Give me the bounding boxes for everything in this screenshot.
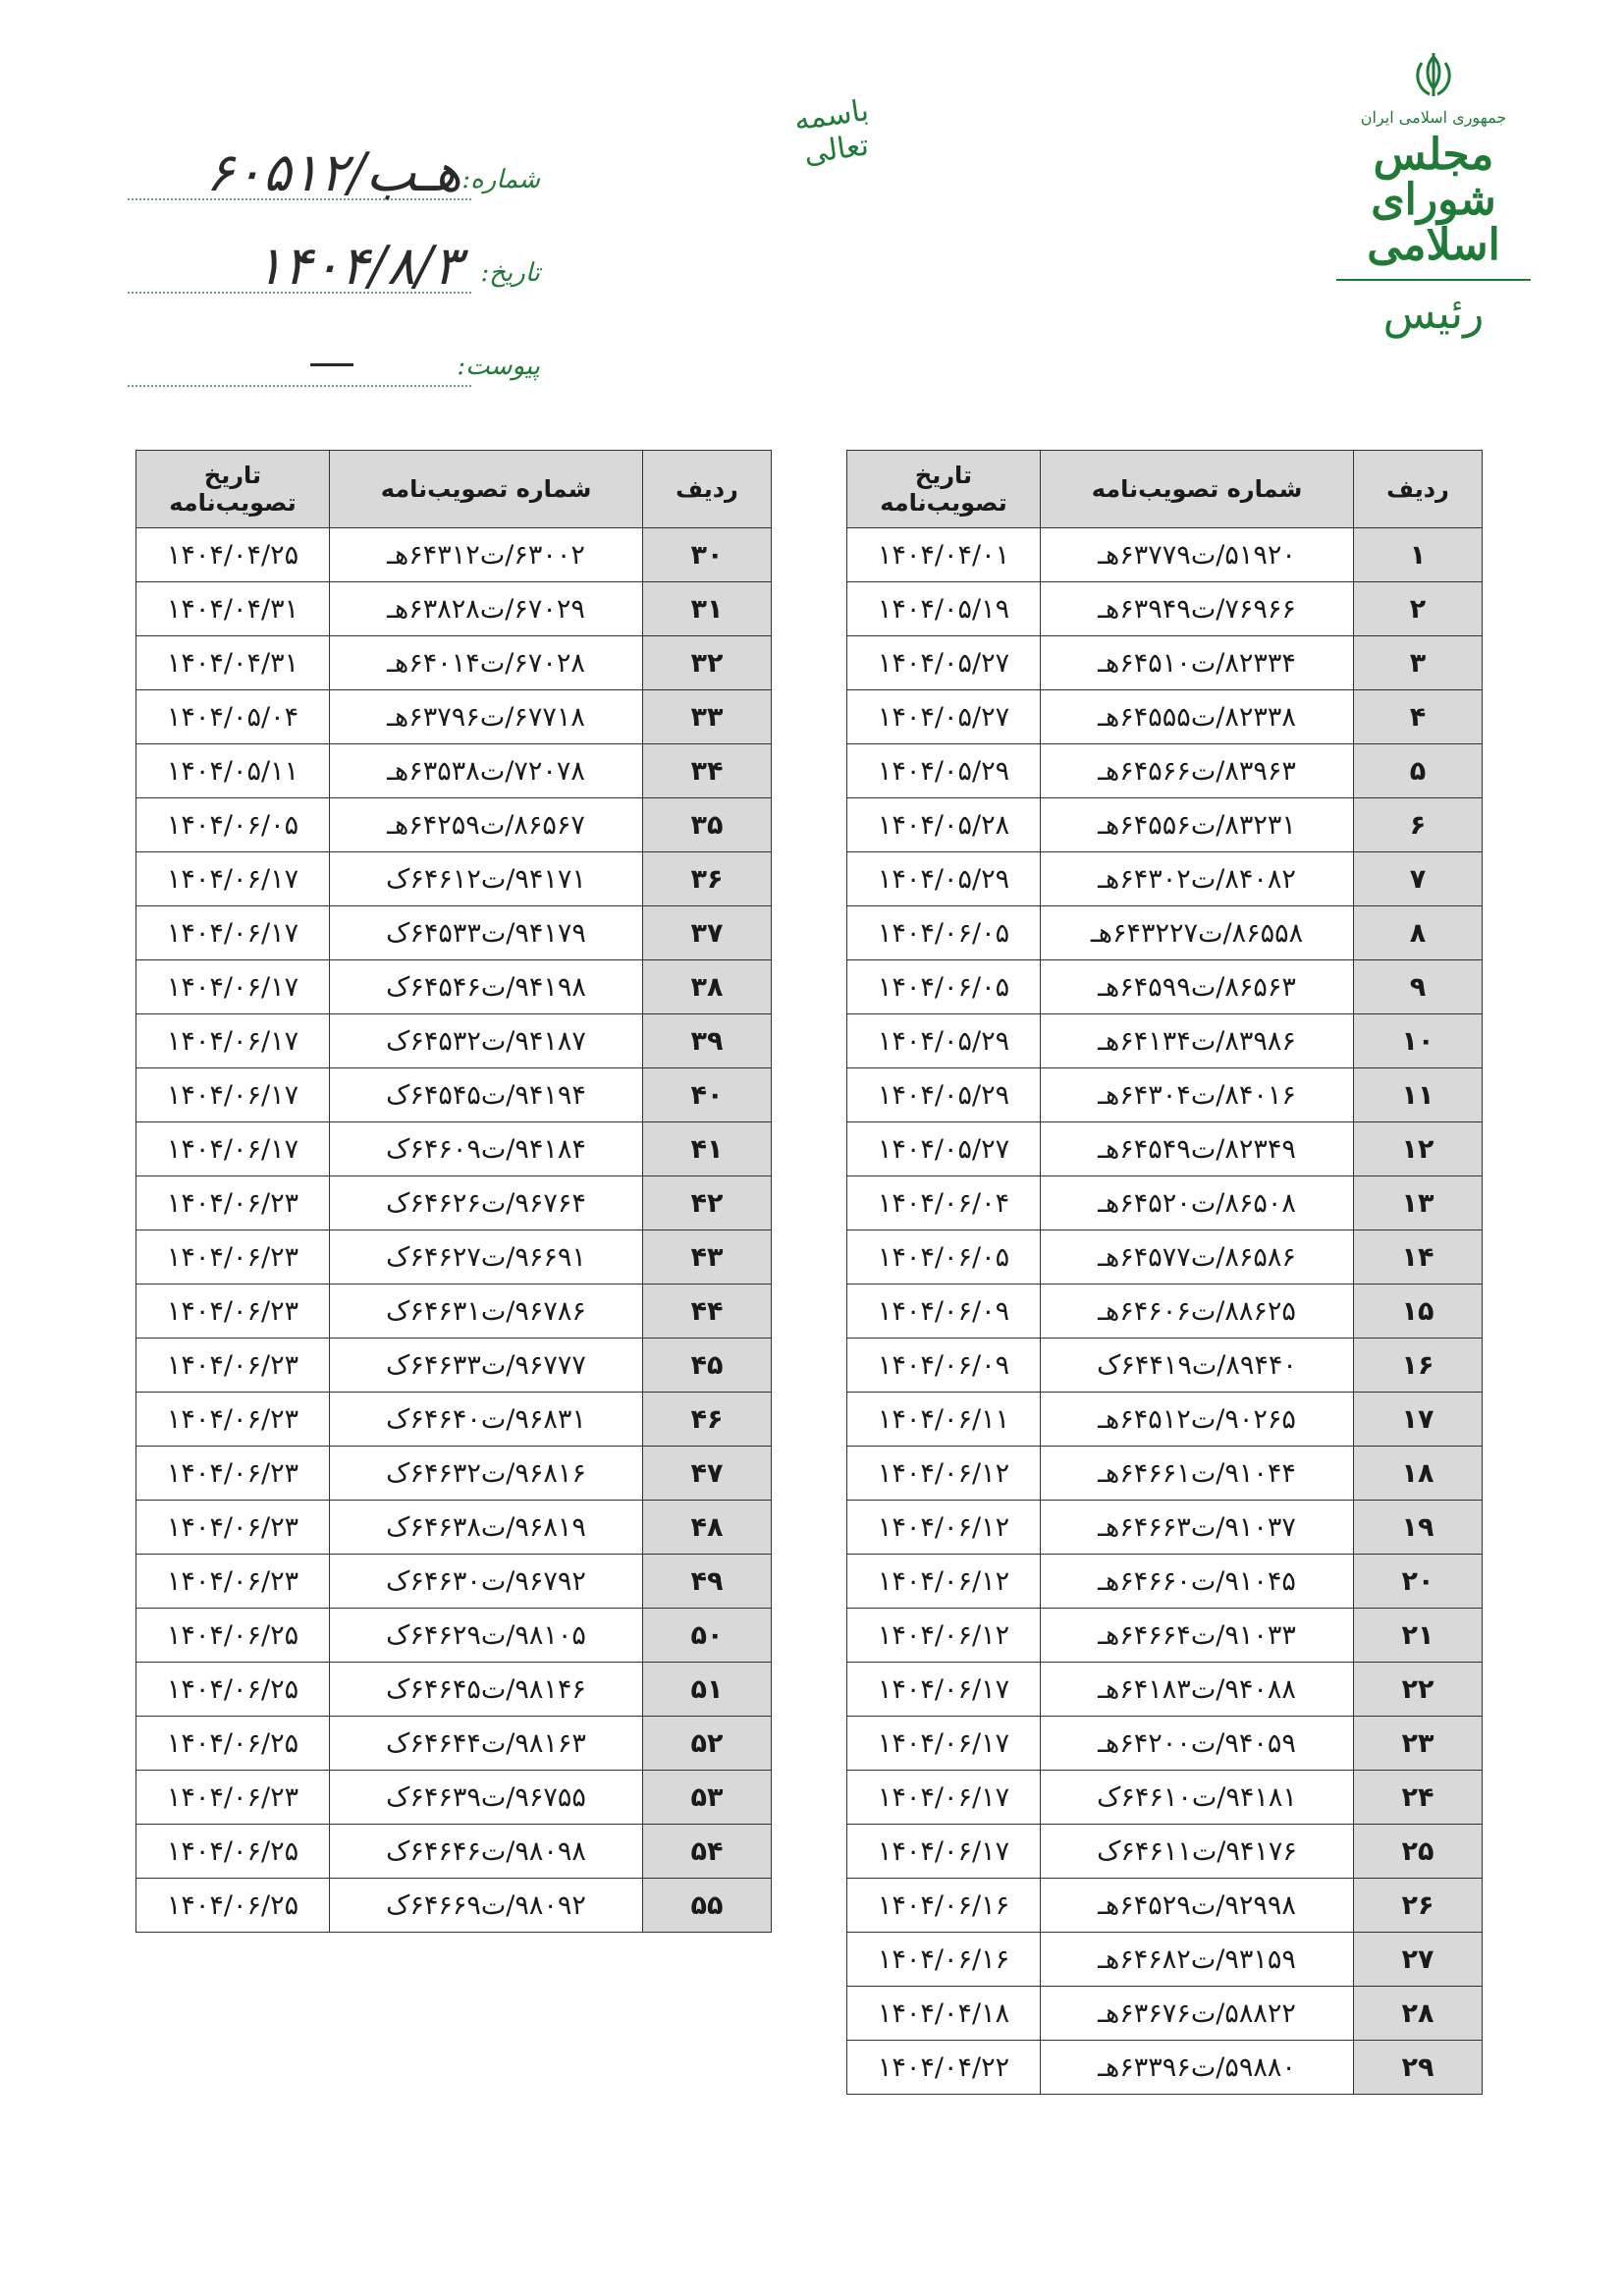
approval-date-cell: ۱۴۰۴/۰۶/۱۶ <box>847 1879 1041 1933</box>
approval-date-cell: ۱۴۰۴/۰۵/۲۷ <box>847 690 1041 744</box>
approval-date-cell: ۱۴۰۴/۰۶/۱۷ <box>847 1717 1041 1771</box>
letterhead-title: رئیس <box>1382 288 1485 339</box>
approval-date-cell: ۱۴۰۴/۰۵/۰۴ <box>136 690 330 744</box>
number-field <box>59 141 540 241</box>
row-number-cell: ۱۳ <box>1354 1176 1483 1230</box>
approval-number-cell: ۹۶۸۱۶/ت۶۴۶۳۲ک <box>330 1447 643 1501</box>
table-row <box>136 690 772 744</box>
approvals-table-right <box>846 450 1483 2095</box>
approval-number-cell: ۶۷۰۲۹/ت۶۳۸۲۸هـ <box>330 582 643 636</box>
approval-number-cell: ۹۶۸۳۱/ت۶۴۶۴۰ک <box>330 1393 643 1447</box>
approval-date-cell: ۱۴۰۴/۰۶/۲۳ <box>136 1339 330 1393</box>
row-number-cell: ۱۰ <box>1354 1014 1483 1068</box>
approval-number-cell: ۸۳۲۳۱/ت۶۴۵۵۶هـ <box>1041 798 1354 852</box>
approval-date-cell: ۱۴۰۴/۰۶/۲۳ <box>136 1447 330 1501</box>
approval-number-cell: ۵۸۸۲۲/ت۶۳۶۷۶هـ <box>1041 1987 1354 2041</box>
row-number-cell: ۴۱ <box>643 1122 772 1176</box>
row-number-cell: ۳۷ <box>643 906 772 960</box>
row-number-cell: ۲۹ <box>1354 2041 1483 2095</box>
table-row <box>136 1717 772 1771</box>
row-number-cell: ۵۵ <box>643 1879 772 1933</box>
attachment-dash <box>310 363 353 366</box>
approval-date-cell: ۱۴۰۴/۰۶/۲۵ <box>136 1663 330 1717</box>
approval-number-cell: ۹۲۹۹۸/ت۶۴۵۲۹هـ <box>1041 1879 1354 1933</box>
approval-number-cell: ۹۴۰۸۸/ت۶۴۱۸۳هـ <box>1041 1663 1354 1717</box>
table-row <box>847 744 1483 798</box>
table-row <box>847 582 1483 636</box>
table-row <box>136 1879 772 1933</box>
approval-date-cell: ۱۴۰۴/۰۵/۲۹ <box>847 744 1041 798</box>
approval-date-cell: ۱۴۰۴/۰۵/۲۷ <box>847 1122 1041 1176</box>
approval-date-cell: ۱۴۰۴/۰۴/۳۱ <box>136 636 330 690</box>
approval-date-cell: ۱۴۰۴/۰۴/۰۱ <box>847 528 1041 582</box>
approval-number-cell: ۸۶۵۵۸/ت۶۴۳۲۲۷هـ <box>1041 906 1354 960</box>
approval-date-cell: ۱۴۰۴/۰۶/۱۲ <box>847 1501 1041 1555</box>
table-header-row <box>136 451 772 528</box>
row-number-cell: ۱۵ <box>1354 1285 1483 1339</box>
approval-number-cell: ۸۳۹۶۳/ت۶۴۵۶۶هـ <box>1041 744 1354 798</box>
approval-date-cell: ۱۴۰۴/۰۵/۲۷ <box>847 636 1041 690</box>
table-row <box>136 528 772 582</box>
table-row <box>847 1501 1483 1555</box>
approval-number-cell: ۹۱۰۳۷/ت۶۴۶۶۳هـ <box>1041 1501 1354 1555</box>
approval-number-cell: ۹۳۱۵۹/ت۶۴۶۸۲هـ <box>1041 1933 1354 1987</box>
row-number-cell: ۴۹ <box>643 1555 772 1609</box>
table-row <box>847 1014 1483 1068</box>
row-number-cell: ۳۰ <box>643 528 772 582</box>
approval-number-cell: ۹۱۰۳۳/ت۶۴۶۶۴هـ <box>1041 1609 1354 1663</box>
approval-date-cell: ۱۴۰۴/۰۶/۱۷ <box>136 1014 330 1068</box>
row-number-cell: ۴۴ <box>643 1285 772 1339</box>
header-approval-number: شماره تصویب‌نامه <box>330 451 643 528</box>
approval-number-cell: ۹۶۶۹۱/ت۶۴۶۲۷ک <box>330 1230 643 1285</box>
table-row <box>136 1555 772 1609</box>
row-number-cell: ۵۴ <box>643 1825 772 1879</box>
row-number-cell: ۳۲ <box>643 636 772 690</box>
row-number-cell: ۳۶ <box>643 852 772 906</box>
approval-number-cell: ۷۲۰۷۸/ت۶۳۵۳۸هـ <box>330 744 643 798</box>
row-number-cell: ۴۳ <box>643 1230 772 1285</box>
letterhead-divider <box>1336 279 1531 281</box>
header-approval-date: تاریخ تصویب‌نامه <box>136 451 330 528</box>
table-row <box>847 1176 1483 1230</box>
approval-date-cell: ۱۴۰۴/۰۶/۲۳ <box>136 1285 330 1339</box>
table-row <box>847 960 1483 1014</box>
approval-number-cell: ۹۸۱۴۶/ت۶۴۶۴۵ک <box>330 1663 643 1717</box>
row-number-cell: ۳۹ <box>643 1014 772 1068</box>
approval-number-cell: ۵۱۹۲۰/ت۶۳۷۷۹هـ <box>1041 528 1354 582</box>
approval-date-cell: ۱۴۰۴/۰۶/۱۷ <box>136 906 330 960</box>
approval-number-cell: ۹۴۱۷۶/ت۶۴۶۱۱ک <box>1041 1825 1354 1879</box>
approval-number-cell: ۷۶۹۶۶/ت۶۳۹۴۹هـ <box>1041 582 1354 636</box>
approval-date-cell: ۱۴۰۴/۰۶/۲۳ <box>136 1555 330 1609</box>
date-field <box>59 235 540 334</box>
approval-number-cell: ۹۸۰۹۲/ت۶۴۶۶۹ک <box>330 1879 643 1933</box>
approval-date-cell: ۱۴۰۴/۰۶/۱۲ <box>847 1609 1041 1663</box>
table-row <box>136 636 772 690</box>
approval-number-cell: ۵۹۸۸۰/ت۶۳۳۹۶هـ <box>1041 2041 1354 2095</box>
approval-date-cell: ۱۴۰۴/۰۴/۲۵ <box>136 528 330 582</box>
approval-date-cell: ۱۴۰۴/۰۶/۲۳ <box>136 1501 330 1555</box>
row-number-cell: ۲۴ <box>1354 1771 1483 1825</box>
approval-date-cell: ۱۴۰۴/۰۵/۱۹ <box>847 582 1041 636</box>
organization-name: مجلس شورای اسلامی <box>1367 130 1500 271</box>
approval-date-cell: ۱۴۰۴/۰۶/۲۵ <box>136 1879 330 1933</box>
table-row <box>136 1230 772 1285</box>
row-number-cell: ۴۵ <box>643 1339 772 1393</box>
table-row <box>136 1825 772 1879</box>
table-row <box>847 1230 1483 1285</box>
table-row <box>136 852 772 906</box>
approval-number-cell: ۸۳۹۸۶/ت۶۴۱۳۴هـ <box>1041 1014 1354 1068</box>
row-number-cell: ۳۵ <box>643 798 772 852</box>
approval-date-cell: ۱۴۰۴/۰۶/۲۳ <box>136 1230 330 1285</box>
approval-number-cell: ۹۴۱۷۱/ت۶۴۶۱۲ک <box>330 852 643 906</box>
approval-number-cell: ۹۸۰۹۸/ت۶۴۶۴۶ک <box>330 1825 643 1879</box>
approval-date-cell: ۱۴۰۴/۰۶/۱۷ <box>136 1122 330 1176</box>
table-row <box>847 1879 1483 1933</box>
approval-number-cell: ۸۴۰۱۶/ت۶۴۳۰۴هـ <box>1041 1068 1354 1122</box>
approval-date-cell: ۱۴۰۴/۰۵/۱۱ <box>136 744 330 798</box>
row-number-cell: ۲۱ <box>1354 1609 1483 1663</box>
approval-number-cell: ۹۱۰۴۴/ت۶۴۶۶۱هـ <box>1041 1447 1354 1501</box>
row-number-cell: ۶ <box>1354 798 1483 852</box>
table-row <box>847 1339 1483 1393</box>
approval-number-cell: ۶۷۷۱۸/ت۶۳۷۹۶هـ <box>330 690 643 744</box>
row-number-cell: ۳۱ <box>643 582 772 636</box>
table-row <box>847 1717 1483 1771</box>
approval-date-cell: ۱۴۰۴/۰۶/۰۵ <box>847 906 1041 960</box>
row-number-cell: ۴ <box>1354 690 1483 744</box>
approval-date-cell: ۱۴۰۴/۰۶/۱۷ <box>847 1663 1041 1717</box>
approval-number-cell: ۸۶۵۰۸/ت۶۴۵۲۰هـ <box>1041 1176 1354 1230</box>
approval-number-cell: ۹۶۸۱۹/ت۶۴۶۳۸ک <box>330 1501 643 1555</box>
table-row <box>136 1393 772 1447</box>
invocation: باسمه تعالی <box>791 93 871 172</box>
letter-meta <box>59 141 540 427</box>
table-row <box>136 1771 772 1825</box>
table-row <box>847 798 1483 852</box>
table-body-left <box>136 528 772 1933</box>
row-number-cell: ۲۷ <box>1354 1933 1483 1987</box>
approval-date-cell: ۱۴۰۴/۰۶/۱۶ <box>847 1933 1041 1987</box>
table-row <box>136 1014 772 1068</box>
row-number-cell: ۵۱ <box>643 1663 772 1717</box>
approval-date-cell: ۱۴۰۴/۰۶/۲۳ <box>136 1771 330 1825</box>
table-row <box>847 1609 1483 1663</box>
table-row <box>847 1663 1483 1717</box>
approval-date-cell: ۱۴۰۴/۰۵/۲۹ <box>847 852 1041 906</box>
table-row <box>847 690 1483 744</box>
approval-date-cell: ۱۴۰۴/۰۶/۲۳ <box>136 1393 330 1447</box>
row-number-cell: ۴۸ <box>643 1501 772 1555</box>
approval-date-cell: ۱۴۰۴/۰۶/۰۵ <box>847 960 1041 1014</box>
approval-number-cell: ۹۶۷۹۲/ت۶۴۶۳۰ک <box>330 1555 643 1609</box>
approval-date-cell: ۱۴۰۴/۰۶/۱۲ <box>847 1447 1041 1501</box>
approval-date-cell: ۱۴۰۴/۰۶/۲۵ <box>136 1825 330 1879</box>
approval-date-cell: ۱۴۰۴/۰۶/۰۵ <box>847 1230 1041 1285</box>
table-row <box>847 1447 1483 1501</box>
table-row <box>847 528 1483 582</box>
attachment-field <box>59 334 540 427</box>
row-number-cell: ۲۳ <box>1354 1717 1483 1771</box>
approval-date-cell: ۱۴۰۴/۰۶/۰۵ <box>136 798 330 852</box>
row-number-cell: ۴۰ <box>643 1068 772 1122</box>
approvals-table-left <box>135 450 772 1933</box>
approval-number-cell: ۸۲۳۴۹/ت۶۴۵۴۹هـ <box>1041 1122 1354 1176</box>
iran-emblem-icon <box>1406 49 1461 104</box>
approval-number-cell: ۶۳۰۰۲/ت۶۴۳۱۲هـ <box>330 528 643 582</box>
row-number-cell: ۴۲ <box>643 1176 772 1230</box>
letterhead <box>1330 49 1537 354</box>
row-number-cell: ۱۱ <box>1354 1068 1483 1122</box>
approval-number-cell: ۹۴۱۸۷/ت۶۴۵۳۲ک <box>330 1014 643 1068</box>
approval-number-cell: ۹۶۷۵۵/ت۶۴۶۳۹ک <box>330 1771 643 1825</box>
row-number-cell: ۲۵ <box>1354 1825 1483 1879</box>
approval-number-cell: ۹۱۰۴۵/ت۶۴۶۶۰هـ <box>1041 1555 1354 1609</box>
row-number-cell: ۵۳ <box>643 1771 772 1825</box>
approval-date-cell: ۱۴۰۴/۰۶/۱۷ <box>847 1771 1041 1825</box>
table-row <box>136 798 772 852</box>
approval-date-cell: ۱۴۰۴/۰۶/۲۳ <box>136 1176 330 1230</box>
row-number-cell: ۱۲ <box>1354 1122 1483 1176</box>
header-approval-number: شماره تصویب‌نامه <box>1041 451 1354 528</box>
approval-number-cell: ۹۴۱۸۴/ت۶۴۶۰۹ک <box>330 1122 643 1176</box>
row-number-cell: ۲۶ <box>1354 1879 1483 1933</box>
attachment-label: پیوست: <box>457 352 540 381</box>
row-number-cell: ۴۶ <box>643 1393 772 1447</box>
header-row-number: ردیف <box>643 451 772 528</box>
approval-date-cell: ۱۴۰۴/۰۶/۰۹ <box>847 1285 1041 1339</box>
approval-date-cell: ۱۴۰۴/۰۶/۱۷ <box>847 1825 1041 1879</box>
approval-number-cell: ۸۴۰۸۲/ت۶۴۳۰۲هـ <box>1041 852 1354 906</box>
row-number-cell: ۷ <box>1354 852 1483 906</box>
table-row <box>847 1285 1483 1339</box>
table-row <box>847 1933 1483 1987</box>
table-row <box>847 1825 1483 1879</box>
approval-number-cell: ۹۴۰۵۹/ت۶۴۲۰۰هـ <box>1041 1717 1354 1771</box>
table-body-right <box>847 528 1483 2095</box>
approval-date-cell: ۱۴۰۴/۰۴/۱۸ <box>847 1987 1041 2041</box>
approval-number-cell: ۹۸۱۶۳/ت۶۴۶۴۴ک <box>330 1717 643 1771</box>
approval-number-cell: ۸۶۵۸۶/ت۶۴۵۷۷هـ <box>1041 1230 1354 1285</box>
table-row <box>136 1663 772 1717</box>
table-row <box>136 1285 772 1339</box>
letterhead-top-line: جمهوری اسلامی ایران <box>1360 108 1507 127</box>
number-value: ۶۰۵۱۲/هـب <box>205 141 461 203</box>
approval-number-cell: ۸۶۵۶۳/ت۶۴۵۹۹هـ <box>1041 960 1354 1014</box>
table-row <box>136 1609 772 1663</box>
row-number-cell: ۳۳ <box>643 690 772 744</box>
table-row <box>847 1771 1483 1825</box>
table-row <box>136 1447 772 1501</box>
row-number-cell: ۳۸ <box>643 960 772 1014</box>
approval-number-cell: ۸۲۳۳۸/ت۶۴۵۵۵هـ <box>1041 690 1354 744</box>
table-row <box>847 1393 1483 1447</box>
row-number-cell: ۲ <box>1354 582 1483 636</box>
header-row-number: ردیف <box>1354 451 1483 528</box>
row-number-cell: ۴۷ <box>643 1447 772 1501</box>
header-approval-date: تاریخ تصویب‌نامه <box>847 451 1041 528</box>
approval-number-cell: ۸۲۳۳۴/ت۶۴۵۱۰هـ <box>1041 636 1354 690</box>
approval-number-cell: ۸۹۴۴۰/ت۶۴۴۱۹ک <box>1041 1339 1354 1393</box>
approval-number-cell: ۹۶۷۶۴/ت۶۴۶۲۶ک <box>330 1176 643 1230</box>
table-row <box>136 906 772 960</box>
table-row <box>136 1501 772 1555</box>
approval-date-cell: ۱۴۰۴/۰۶/۱۷ <box>136 852 330 906</box>
approval-number-cell: ۹۴۱۹۸/ت۶۴۵۴۶ک <box>330 960 643 1014</box>
table-row <box>136 744 772 798</box>
approval-date-cell: ۱۴۰۴/۰۶/۲۵ <box>136 1609 330 1663</box>
approval-date-cell: ۱۴۰۴/۰۴/۲۲ <box>847 2041 1041 2095</box>
table-row <box>136 1068 772 1122</box>
row-number-cell: ۱۸ <box>1354 1447 1483 1501</box>
table-row <box>136 960 772 1014</box>
approval-date-cell: ۱۴۰۴/۰۶/۰۹ <box>847 1339 1041 1393</box>
approval-number-cell: ۸۶۵۶۷/ت۶۴۲۵۹هـ <box>330 798 643 852</box>
table-row <box>847 906 1483 960</box>
row-number-cell: ۱۶ <box>1354 1339 1483 1393</box>
table-row <box>847 852 1483 906</box>
row-number-cell: ۵ <box>1354 744 1483 798</box>
row-number-cell: ۱۹ <box>1354 1501 1483 1555</box>
row-number-cell: ۱۷ <box>1354 1393 1483 1447</box>
table-row <box>847 1987 1483 2041</box>
approval-number-cell: ۹۸۱۰۵/ت۶۴۶۲۹ک <box>330 1609 643 1663</box>
approval-number-cell: ۹۴۱۹۴/ت۶۴۵۴۵ک <box>330 1068 643 1122</box>
table-row <box>847 1555 1483 1609</box>
approval-date-cell: ۱۴۰۴/۰۵/۲۹ <box>847 1068 1041 1122</box>
approval-date-cell: ۱۴۰۴/۰۶/۱۱ <box>847 1393 1041 1447</box>
approval-date-cell: ۱۴۰۴/۰۶/۱۲ <box>847 1555 1041 1609</box>
approval-date-cell: ۱۴۰۴/۰۵/۲۹ <box>847 1014 1041 1068</box>
approval-number-cell: ۶۷۰۲۸/ت۶۴۰۱۴هـ <box>330 636 643 690</box>
table-row <box>847 1122 1483 1176</box>
approval-date-cell: ۱۴۰۴/۰۵/۲۸ <box>847 798 1041 852</box>
table-row <box>136 1339 772 1393</box>
approval-number-cell: ۹۶۷۷۷/ت۶۴۶۳۳ک <box>330 1339 643 1393</box>
approval-number-cell: ۹۴۱۷۹/ت۶۴۵۳۳ک <box>330 906 643 960</box>
approval-number-cell: ۸۸۶۲۵/ت۶۴۶۰۶هـ <box>1041 1285 1354 1339</box>
date-label: تاریخ: <box>480 258 540 288</box>
number-label: شماره: <box>461 165 540 194</box>
row-number-cell: ۱ <box>1354 528 1483 582</box>
row-number-cell: ۲۲ <box>1354 1663 1483 1717</box>
table-row <box>847 2041 1483 2095</box>
approval-date-cell: ۱۴۰۴/۰۶/۱۷ <box>136 960 330 1014</box>
row-number-cell: ۲۸ <box>1354 1987 1483 2041</box>
row-number-cell: ۱۴ <box>1354 1230 1483 1285</box>
row-number-cell: ۸ <box>1354 906 1483 960</box>
approval-date-cell: ۱۴۰۴/۰۴/۳۱ <box>136 582 330 636</box>
approval-number-cell: ۹۰۲۶۵/ت۶۴۵۱۲هـ <box>1041 1393 1354 1447</box>
table-row <box>847 636 1483 690</box>
table-header-row <box>847 451 1483 528</box>
approval-date-cell: ۱۴۰۴/۰۶/۱۷ <box>136 1068 330 1122</box>
row-number-cell: ۵۰ <box>643 1609 772 1663</box>
approval-date-cell: ۱۴۰۴/۰۶/۲۵ <box>136 1717 330 1771</box>
approval-number-cell: ۹۴۱۸۱/ت۶۴۶۱۰ک <box>1041 1771 1354 1825</box>
row-number-cell: ۹ <box>1354 960 1483 1014</box>
approval-date-cell: ۱۴۰۴/۰۶/۰۴ <box>847 1176 1041 1230</box>
table-row <box>136 582 772 636</box>
row-number-cell: ۲۰ <box>1354 1555 1483 1609</box>
attachment-dotted-line <box>128 385 471 387</box>
row-number-cell: ۵۲ <box>643 1717 772 1771</box>
row-number-cell: ۳۴ <box>643 744 772 798</box>
table-row <box>136 1176 772 1230</box>
date-value: ۱۴۰۴/۸/۳ <box>254 235 461 297</box>
table-row <box>136 1122 772 1176</box>
approval-number-cell: ۹۶۷۸۶/ت۶۴۶۳۱ک <box>330 1285 643 1339</box>
table-row <box>847 1068 1483 1122</box>
row-number-cell: ۳ <box>1354 636 1483 690</box>
